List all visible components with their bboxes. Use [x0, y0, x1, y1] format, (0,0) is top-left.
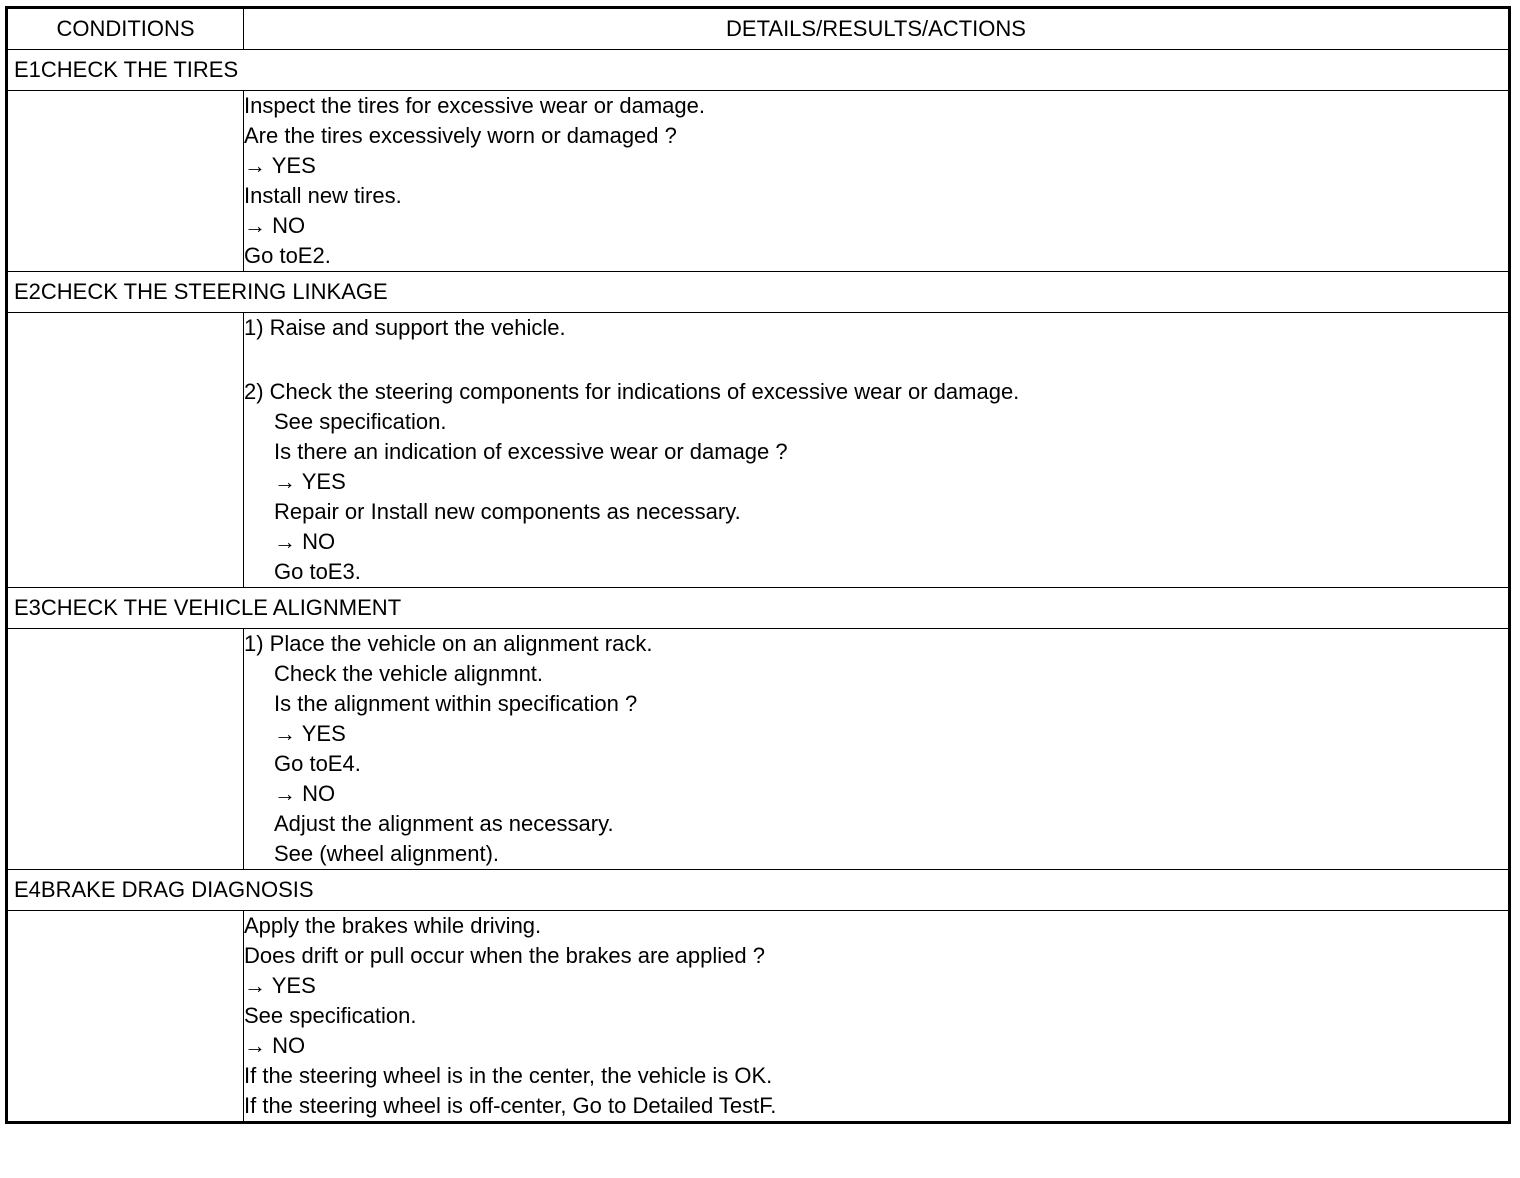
detail-line: Inspect the tires for excessive wear or damage.: [244, 93, 705, 118]
header-row: [7, 8, 1510, 50]
detail-line: See specification.: [244, 1003, 417, 1028]
detail-line: → YES: [274, 469, 346, 494]
details-cell-e1: [244, 91, 1510, 272]
detail-line: Repair or Install new components as necessary.: [274, 499, 741, 524]
detail-line: See (wheel alignment).: [274, 841, 500, 866]
condition-cell: [7, 629, 244, 870]
condition-cell: [7, 911, 244, 1123]
detail-line: Does drift or pull occur when the brakes are applied ?: [244, 943, 765, 968]
detail-line: → NO: [244, 213, 306, 238]
step-title-e1: E1CHECK THE TIRES: [7, 50, 1510, 91]
detail-spacer: [244, 343, 1508, 377]
details-cell-e3: [244, 629, 1510, 870]
detail-line: → NO: [244, 1033, 306, 1058]
detail-line: → YES: [244, 153, 316, 178]
details-cell-e2: [244, 313, 1510, 588]
detail-line: → YES: [244, 973, 316, 998]
condition-cell: [7, 313, 244, 588]
condition-cell: [7, 91, 244, 272]
detail-line: If the steering wheel is in the center, the vehicle is OK.: [244, 1063, 773, 1088]
diagnostic-table: [5, 6, 1511, 1124]
detail-line: Go toE4.: [274, 751, 361, 776]
detail-line: If the steering wheel is off-center, Go to Detailed TestF.: [244, 1093, 777, 1118]
detail-line: 1) Raise and support the vehicle.: [244, 315, 566, 340]
detail-line: Adjust the alignment as necessary.: [274, 811, 614, 836]
step-title-e2: E2CHECK THE STEERING LINKAGE: [7, 272, 1510, 313]
detail-line: → NO: [274, 781, 336, 806]
step-body-row: [7, 313, 1510, 588]
detail-line: Are the tires excessively worn or damaged ?: [244, 123, 677, 148]
details-header: DETAILS/RESULTS/ACTIONS: [244, 8, 1510, 50]
step-body-row: [7, 91, 1510, 272]
details-cell-e4: [244, 911, 1510, 1123]
step-title-e4: E4BRAKE DRAG DIAGNOSIS: [7, 870, 1510, 911]
step-title-row: [7, 870, 1510, 911]
conditions-header: CONDITIONS: [7, 8, 244, 50]
detail-line: → YES: [274, 721, 346, 746]
detail-line: Install new tires.: [244, 183, 402, 208]
detail-line: 1) Place the vehicle on an alignment rack.: [244, 631, 653, 656]
step-body-row: [7, 629, 1510, 870]
detail-line: Go toE3.: [274, 559, 361, 584]
step-title-e3: E3CHECK THE VEHICLE ALIGNMENT: [7, 588, 1510, 629]
detail-line: Is the alignment within specification ?: [274, 691, 638, 716]
detail-line: → NO: [274, 529, 336, 554]
detail-line: See specification.: [274, 409, 447, 434]
step-title-row: [7, 588, 1510, 629]
step-title-row: [7, 50, 1510, 91]
detail-line: 2) Check the steering components for indications of excessive wear or damage.: [244, 379, 1020, 404]
step-title-row: [7, 272, 1510, 313]
detail-line: Go toE2.: [244, 243, 331, 268]
step-body-row: [7, 911, 1510, 1123]
detail-line: Check the vehicle alignmnt.: [274, 661, 544, 686]
detail-line: Is there an indication of excessive wear or damage ?: [274, 439, 788, 464]
detail-line: Apply the brakes while driving.: [244, 913, 542, 938]
